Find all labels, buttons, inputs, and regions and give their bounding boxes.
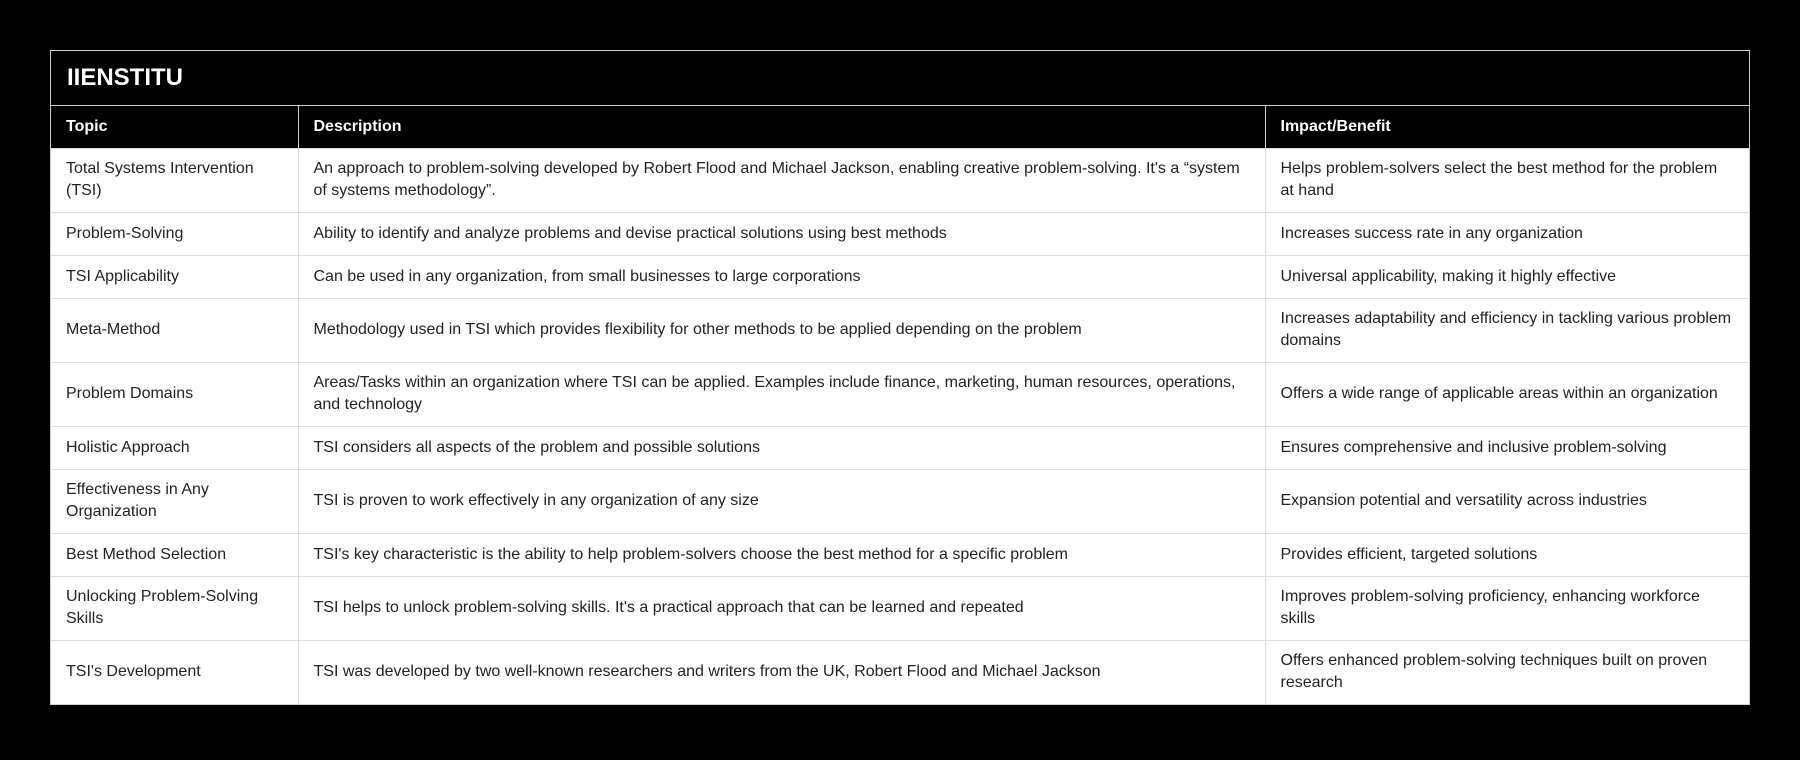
cell-description: Areas/Tasks within an organization where TSI can be applied. Examples include finance, marketing, human resources, operations, and technology: [298, 363, 1265, 427]
table-title: IIENSTITU: [51, 51, 1749, 106]
cell-description: Can be used in any organization, from small businesses to large corporations: [298, 256, 1265, 299]
cell-impact: Provides efficient, targeted solutions: [1265, 534, 1749, 577]
data-table-container: [50, 50, 1750, 705]
cell-description: TSI's key characteristic is the ability to help problem-solvers choose the best method for a specific problem: [298, 534, 1265, 577]
cell-impact: Expansion potential and versatility across industries: [1265, 470, 1749, 534]
cell-topic: Meta-Method: [51, 299, 298, 363]
cell-topic: Problem Domains: [51, 363, 298, 427]
cell-impact: Offers a wide range of applicable areas within an organization: [1265, 363, 1749, 427]
table-row: [51, 427, 1749, 470]
cell-topic: TSI's Development: [51, 641, 298, 705]
cell-topic: Problem-Solving: [51, 213, 298, 256]
cell-impact: Ensures comprehensive and inclusive problem-solving: [1265, 427, 1749, 470]
cell-impact: Increases success rate in any organization: [1265, 213, 1749, 256]
header-impact: Impact/Benefit: [1265, 106, 1749, 149]
header-row: [51, 106, 1749, 149]
table-row: [51, 299, 1749, 363]
table-row: [51, 213, 1749, 256]
cell-description: TSI considers all aspects of the problem and possible solutions: [298, 427, 1265, 470]
table-row: [51, 641, 1749, 705]
table-row: [51, 577, 1749, 641]
cell-topic: Effectiveness in Any Organization: [51, 470, 298, 534]
data-table: [51, 106, 1749, 704]
cell-topic: Holistic Approach: [51, 427, 298, 470]
cell-description: An approach to problem-solving developed by Robert Flood and Michael Jackson, enabling creative problem-solving. It's a “system of systems methodology”.: [298, 149, 1265, 213]
table-row: [51, 363, 1749, 427]
table-row: [51, 470, 1749, 534]
header-description: Description: [298, 106, 1265, 149]
cell-topic: Best Method Selection: [51, 534, 298, 577]
cell-description: TSI helps to unlock problem-solving skills. It's a practical approach that can be learned and repeated: [298, 577, 1265, 641]
table-row: [51, 534, 1749, 577]
cell-topic: Unlocking Problem-Solving Skills: [51, 577, 298, 641]
table-row: [51, 256, 1749, 299]
cell-impact: Improves problem-solving proficiency, enhancing workforce skills: [1265, 577, 1749, 641]
header-topic: Topic: [51, 106, 298, 149]
cell-impact: Offers enhanced problem-solving techniques built on proven research: [1265, 641, 1749, 705]
cell-description: TSI was developed by two well-known researchers and writers from the UK, Robert Flood and Michael Jackson: [298, 641, 1265, 705]
cell-topic: Total Systems Intervention (TSI): [51, 149, 298, 213]
cell-description: Methodology used in TSI which provides flexibility for other methods to be applied depending on the problem: [298, 299, 1265, 363]
cell-description: Ability to identify and analyze problems and devise practical solutions using best methods: [298, 213, 1265, 256]
cell-topic: TSI Applicability: [51, 256, 298, 299]
cell-impact: Universal applicability, making it highly effective: [1265, 256, 1749, 299]
cell-impact: Helps problem-solvers select the best method for the problem at hand: [1265, 149, 1749, 213]
cell-description: TSI is proven to work effectively in any organization of any size: [298, 470, 1265, 534]
cell-impact: Increases adaptability and efficiency in tackling various problem domains: [1265, 299, 1749, 363]
table-row: [51, 149, 1749, 213]
